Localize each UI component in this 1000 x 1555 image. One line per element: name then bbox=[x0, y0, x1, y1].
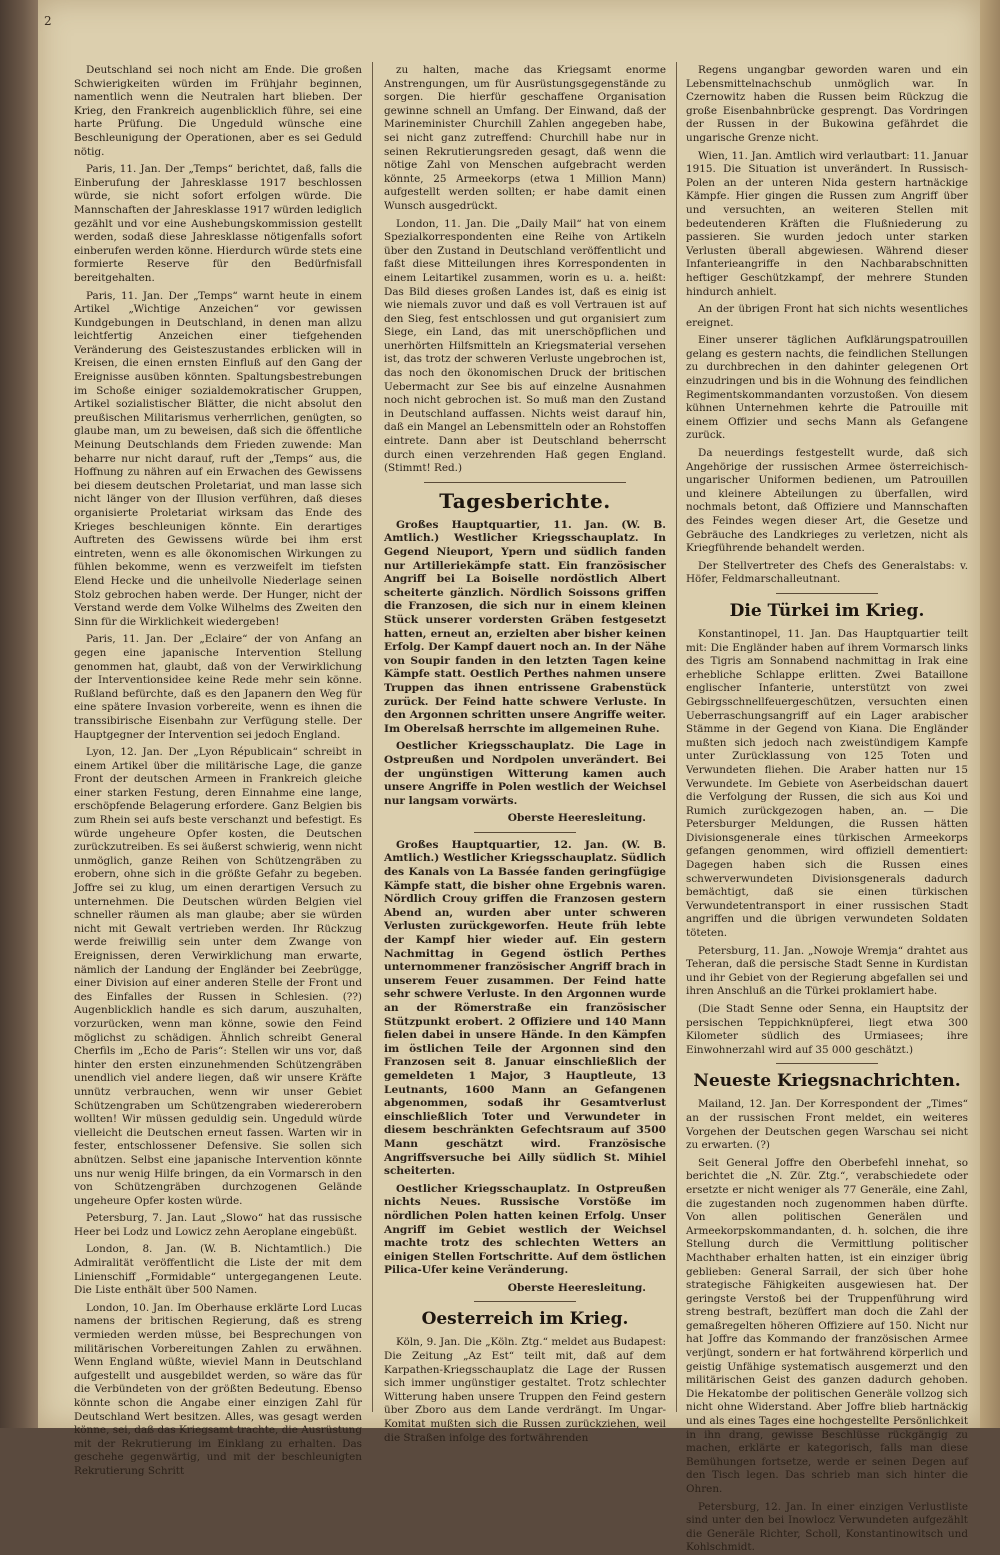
article-paragraph: Petersburg, 7. Jan. Laut „Slowo“ hat das russische Heer bei Lodz und Lowicz zehn Aeroplane eingebüßt. bbox=[74, 1212, 362, 1238]
report-signature: Oberste Heeresleitung. bbox=[507, 1281, 646, 1294]
section-rule bbox=[474, 1301, 576, 1302]
page-number: 2 bbox=[44, 14, 52, 28]
column-2 bbox=[384, 64, 666, 1444]
article-paragraph: Deutschland sei noch nicht am Ende. Die großen Schwierigkeiten würden im Frühjahr beginnen, namentlich wenn die Neutralen hart blieben. Der Krieg, den Frankreich augenblicklich führe, sei eine harte Prüfung. Die Ungeduld wünsche eine Beschleunigung der Operationen, aber es sei Geduld nötig. bbox=[74, 64, 362, 158]
article-paragraph: Köln, 9. Jan. Die „Köln. Ztg.“ meldet aus Budapest: Die Zeitung „Az Est“ teilt mit, daß auf dem Karpathen-Kriegsschauplatz die Lage der Russen sich immer ungünstiger gestaltet. Trotz schlechter Witterung haben unsere Truppen den Feind gestern über Zboro aus dem Lande verdrängt. Im Ungar-Komitat mußten sich die Russen zurückziehen, weil die Straßen infolge des fortwährenden bbox=[384, 1336, 666, 1444]
article-paragraph: (Die Stadt Senne oder Senna, ein Hauptsitz der persischen Teppichknüpferei, liegt etwa 300 Kilometer südlich des Urmiasees; ihre Einwohnerzahl wird auf 35 000 geschätzt.) bbox=[686, 1003, 968, 1056]
column-divider bbox=[372, 62, 373, 1412]
section-heading-oesterreich: Oesterreich im Krieg. bbox=[421, 1309, 629, 1330]
article-paragraph: Einer unserer täglichen Aufklärungspatrouillen gelang es gestern nachts, die feindlichen Stellungen zu durchbrechen in den dahinter gelegenen Ort einzudringen und bis in die Wohnung des feindlichen Regimentskommandanten vorzustoßen. Von diesem kühnen Unternehmen kehrte die Patrouille mit einem Offizier und sechs Mann als Gefangene zurück. bbox=[686, 334, 968, 442]
article-paragraph: Seit General Joffre den Oberbefehl innehat, so berichtet die „N. Zür. Ztg.“, verabschiedete oder ersetzte er nicht weniger als 77 Generäle, eine Zahl, die zugestanden noch zugenommen haben dürfte. Von allen politischen Generälen und Armeekorpskommandanten, d. h. solchen, die ihre Stellung durch die Vermittlung politischer Machthaber erhalten hatten, ist ein einziger übrig geblieben: General Sarrail, der sich über hohe strategische Fähigkeiten ausgewiesen hat. Der geringste Verstoß bei der Truppenführung wird streng bestraft, bezüffert man doch die Zahl der gemaßregelten höheren Offiziere auf 150. Nicht nur hat Joffre das Kommando der französischen Armee verjüngt, sondern er hat fortwährend körperlich und geistig Unfähige systematisch ausgemerzt und den militärischen Geist des ganzen dadurch gehoben. Die Hekatombe der politischen Generäle vollzog sich nicht ohne Widerstand. Aber Joffre blieb hartnäckig und als eines Tages eine hochgestellte Persönlichkeit in ihn drang, gewisse Beschlüsse rückgängig zu machen, erklärte er kategorisch, falls man diese Bemühungen fortsetze, werde er seinen Degen auf den Tisch legen. Das schrieb man sich hinter die Ohren. bbox=[686, 1156, 968, 1495]
report-paragraph: Großes Hauptquartier, 12. Jan. (W. B. Amtlich.) Westlicher Kriegsschauplatz. Südlich des Kanals von La Bassée fanden geringfügige Kämpfe statt, die bisher ohne Ergebnis waren. Nördlich Crouy griffen die Franzosen gestern Abend an, wurden aber unter schweren Verlusten zurückgeworfen. Heute früh lebte der Kampf hier wieder auf. Ein gestern Nachmittag in Gegend östlich Perthes unternommener französischer Angriff brach in unserem Feuer zusammen. Der Feind hatte sehr schwere Verluste. In den Argonnen wurde an der Römerstraße ein französischer Stützpunkt erobert. 2 Offiziere und 140 Mann fielen dabei in unsere Hände. In den Kämpfen im östlichen Teile der Argonnen sind den Franzosen seit 8. Januar einschließlich der gemeldeten 1 Major, 3 Hauptleute, 13 Leutnants, 1600 Mann an Gefangenen abgenommen, sodaß ihr Gesamtverlust einschließlich Toter und Verwundeter in diesem beschränkten Gefechtsraum auf 3500 Mann geschätzt wird. Französische Angriffsversuche bei Ailly südlich St. Mihiel scheiterten. bbox=[384, 838, 666, 1178]
page-edge bbox=[980, 0, 1000, 1428]
article-paragraph: London, 11. Jan. Die „Daily Mail“ hat von einem Spezialkorrespondenten eine Reihe von Artikeln über den Zustand in Deutschland veröffentlicht und faßt diese Mitteilungen ihres Korrespondenten in einem Leitartikel zusammen, worin es u. a. heißt: Das Bild dieses großen Landes ist, daß es einig ist wie niemals zuvor und daß es voll Vertrauen ist auf den Sieg, fest entschlossen und gut organisiert zum Siege, ein Land, das mit unerschöpflichen und unerhörten Hilfsmitteln an Kriegsmaterial versehen ist, das trotz der schweren Verluste ungebrochen ist, das noch den ökonomischen Druck der britischen Uebermacht zur See bis auf einzelne Ausnahmen noch nicht gebrochen ist. So muß man den Zustand in Deutschland auffassen. Nichts weist darauf hin, daß ein Mangel an Lebensmitteln oder an Rohstoffen eintrete. Dann aber ist Deutschland beherrscht durch einen verzehrenden Haß gegen England. (Stimmt! Red.) bbox=[384, 217, 666, 475]
article-paragraph: Paris, 11. Jan. Der „Temps“ berichtet, daß, falls die Einberufung der Jahresklasse 1917 beschlossen würde, sie nicht sofort erfolgen würde. Die Mannschaften der Jahresklasse 1917 würden lediglich gezählt und vor eine Aushebungskommission gestellt werden, sodaß diese Jahresklasse nötigenfalls sofort einberufen werden könne. Hierdurch würde stets eine formierte Reserve für den Bedürfnisfall bereitgehalten. bbox=[74, 163, 362, 284]
section-rule bbox=[424, 482, 626, 483]
article-paragraph: Petersburg, 12. Jan. In einer einzigen Verlustliste sind unter den bei Inowlocz Verwundeten aufgezählt die Generäle Richter, Scholl, Konstantinowitsch und Kohlschmidt. bbox=[686, 1500, 968, 1554]
report-paragraph: Oestlicher Kriegsschauplatz. In Ostpreußen nichts Neues. Russische Vorstöße im nördlichen Polen hatten keinen Erfolg. Unser Angriff im Gebiet westlich der Weichsel machte trotz des schlechten Wetters an einigen Stellen Fortschritte. Auf dem östlichen Pilica-Ufer keine Veränderung. bbox=[384, 1182, 666, 1277]
column-3 bbox=[686, 64, 968, 1554]
article-paragraph: London, 10. Jan. Im Oberhause erklärte Lord Lucas namens der britischen Regierung, daß es streng vermieden werden müsse, bei Besprechungen von militärischen Vorbereitungen Zahlen zu erwähnen. Wenn England wüßte, wieviel Mann in Deutschland aufgestellt und ausgebildet werden, so wäre das für die Verbündeten von der größten Bedeutung. Ebenso könnte schon die Angabe einer einzigen Zahl für Deutschland Wert besitzen. Alles, was gesagt werden könne, sei, daß das Kriegsamt trachte, die Ausrüstung mit der Rekrutierung im Einklang zu erhalten. Das geschehe gegenwärtig, und mit der beschleunigten Rekrutierung Schritt bbox=[74, 1301, 362, 1477]
report-paragraph: Großes Hauptquartier, 11. Jan. (W. B. Amtlich.) Westlicher Kriegsschauplatz. In Gegend Nieuport, Ypern und südlich fanden nur Artilleriekämpfe statt. Ein französischer Angriff bei La Boiselle nordöstlich Albert scheiterte gänzlich. Nördlich Soissons griffen die Franzosen, die sich nur in einem kleinen Stück unserer vordersten Gräben festgesetzt hatten, erneut an, erzielten aber bisher keinen Erfolg. Der Kampf dauert noch an. In der Nähe von Soupir fanden in den letzten Tagen keine Kämpfe statt. Oestlich Perthes nahmen unsere Truppen das ihnen entrissene Grabenstück zurück. Der Feind hatte schwere Verluste. In den Argonnen schritten unsere Angriffe weiter. Im Oberelsaß herrschte im allgemeinen Ruhe. bbox=[384, 518, 666, 735]
report-block bbox=[384, 839, 666, 1296]
section-rule bbox=[474, 832, 576, 833]
article-paragraph: Regens ungangbar geworden waren und ein Lebensmittelnachschub unmöglich war. In Czernowitz haben die Russen beim Rückzug die große Eisenbahnbrücke gesprengt. Das Vordringen der Russen in der Bukowina gefährdet die ungarische Grenze nicht. bbox=[686, 64, 968, 144]
article-paragraph: Da neuerdings festgestellt wurde, daß sich Angehörige der russischen Armee österreichisch-ungarischer Uniformen bedienen, um Patrouillen und kleinere Abteilungen zu überfallen, wird nochmals betont, daß Offiziere und Mannschaften des Feindes wegen dieser Art, die Gesetze und Gebräuche des Landkrieges zu verletzen, nicht als Kriegführende behandelt werden. bbox=[686, 447, 968, 555]
article-paragraph: Der Stellvertreter des Chefs des Generalstabs: v. Höfer, Feldmarschalleutnant. bbox=[686, 559, 968, 586]
section-heading-tuerkei: Die Türkei im Krieg. bbox=[729, 600, 925, 621]
book-binding bbox=[0, 0, 38, 1428]
report-block bbox=[384, 519, 666, 826]
article-paragraph: Paris, 11. Jan. Der „Temps“ warnt heute in einem Artikel „Wichtige Anzeichen“ vor gewissen Kundgebungen in Deutschland, in denen man allzu leichtfertig Anzeichen einer tiefgehenden Veränderung des Geisteszustandes erblicken will in Kreisen, die einen ernsten Einfluß auf den Gang der Ereignisse ausüben könnten. Spaltungsbestrebungen im Schoße einiger sozialdemokratischer Gruppen, Artikel sozialistischer Blätter, die nicht absolut den preußischen Militarismus verherrlichen, genügten, so glaube man, um zu beweisen, daß sich die öffentliche Meinung Deutschlands dem Frieden zuwende: Man beharre nur nicht darauf, ruft der „Temps“ aus, die Hoffnung zu nähren auf ein Erwachen des Gewissens bei diesem deutschen Proletariat, und man lasse sich nicht länger von der Illusion verführen, daß dieses organisierte Proletariat wirksam das Ende des Krieges beschleunigen könnte. Ein derartiges Auftreten des Gewissens würde bei ihm erst eintreten, wenn es alle ökonomischen Wirkungen zu fühlen bekomme, wenn es verzweifelt im tiefsten Elend Hecke und die unheilvolle Niederlage seinen Stolz gebrochen haben werde. Der Hunger, nicht der Verstand werde dem Volke Wilhelms des Zweiten den Sinn für die Wirklichkeit wiedergeben! bbox=[74, 289, 362, 628]
article-paragraph: Konstantinopel, 11. Jan. Das Hauptquartier teilt mit: Die Engländer haben auf ihrem Vormarsch links des Tigris am Sonnabend nachmittag in Irak eine erhebliche Schlappe erlitten. Zwei Bataillone englischer Infanterie, unterstützt von zwei Gebirgsschnellfeuergeschützen, versuchten einen Ueberraschungsangriff auf ein Lager arabischer Stämme in der Gegend von Kiana. Die Engländer mußten sich jedoch nach zweistündigem Kampfe unter Zurücklassung von 125 Toten und Verwundeten fliehen. Die Araber hatten nur 15 Verwundete. Im Gebiete von Aserbeidschan dauert die Verfolgung der Russen, die sich aus Koi und Rumich zurückgezogen haben, an. — Die Petersburger Meldungen, die Russen hätten Divisionsgenerale eines türkischen Armeekorps gefangen genommen, wird offiziell dementiert: Dagegen haben sich die Russen eines schwerverwundeten Divisionsgenerals dadurch bemächtigt, daß sie einen türkischen Verwundetentransport in einer russischen Stadt angriffen und die übrigen verwundeten Soldaten töteten. bbox=[686, 627, 968, 940]
article-paragraph: Lyon, 12. Jan. Der „Lyon Républicain“ schreibt in einem Artikel über die militärische Lage, die ganze Front der deutschen Armeen in Frankreich gleiche einer starken Festung, deren Einnahme eine lange, erschöpfende Belagerung erfordere. Ganz Belgien bis zum Rhein sei aufs beste verschanzt und befestigt. Es würde ungeheure Opfer kosten, die Deutschen zurückzutreiben. Es sei äußerst schwierig, wenn nicht unmöglich, ganze Reihen von Schützengräben zu erobern, ohne sich in die größte Gefahr zu begeben. Joffre sei zu klug, um einen derartigen Versuch zu unternehmen. Die Deutschen würden Belgien viel schneller räumen als man glaube; aber sie würden nicht mit Gewalt vertrieben werden. Ihr Rückzug werde freiwillig sein unter dem Zwange von Ereignissen, deren Verwirklichung man erwarte, nämlich der Landung der Engländer bei Zeebrügge, einer Division auf einer anderen Stelle der Front und des Einfalles der Russen in Schlesien. (??) Augenblicklich handle es sich darum, auszuhalten, vorzurücken, wenn man könne, sowie den Feind möglichst zu schädigen. Ähnlich schreibt General Cherfils im „Echo de Paris“: Stellen wir uns vor, daß hinter den ersten einzunehmenden Schützengräben unendlich viel andere liegen, daß wir unsere Kräfte unnütz verbrauchen, wenn wir unser Gebiet Schützengraben um Schützengraben wiedererobern wollten! Wir müssen geduldig sein. Ungeduld würde vielleicht die Deutschen erneut fassen. Warten wir in fester, entschlossener Defensive. Sie sollen sich abnützen. Selbst eine japanische Intervention könnte uns nur wenig Hilfe bringen, da ein Vormarsch in den von Schützengräben durchzogenen Gelände ungeheure Opfer kosten würde. bbox=[74, 746, 362, 1207]
report-paragraph: Oestlicher Kriegsschauplatz. Die Lage in Ostpreußen und Nordpolen unverändert. Bei der ungünstigen Witterung kamen auch unsere Angriffe in Polen westlich der Weichsel nur langsam vorwärts. bbox=[384, 740, 666, 807]
article-paragraph: Petersburg, 11. Jan. „Nowoje Wremja“ drahtet aus Teheran, daß die persische Stadt Senne in Kurdistan und ihr Gebiet von der Regierung abgefallen sei und ihren Anschluß an die Türkei proklamiert habe. bbox=[686, 944, 968, 998]
article-paragraph: Wien, 11. Jan. Amtlich wird verlautbart: 11. Januar 1915. Die Situation ist unverändert. In Russisch-Polen an der unteren Nida gestern hartnäckige Kämpfe. Hier gingen die Russen zum Angriff über und versuchten, an weiteren Stellen mit bedeutenderen Kräften die Flußniederung zu passieren. Sie wurden jedoch unter starken Verlusten überall abgewiesen. Während dieser Infanterieangriffe in den Nachbarabschnitten heftiger Geschützkampf, der mehrere Stunden hindurch anhielt. bbox=[686, 149, 968, 298]
report-signature: Oberste Heeresleitung. bbox=[507, 812, 646, 825]
section-heading-tagesberichte: Tagesberichte. bbox=[439, 488, 611, 513]
section-heading-neueste: Neueste Kriegsnachrichten. bbox=[693, 1071, 961, 1092]
article-paragraph: An der übrigen Front hat sich nichts wesentliches ereignet. bbox=[686, 303, 968, 329]
column-divider bbox=[676, 62, 677, 1412]
section-rule bbox=[776, 593, 878, 594]
article-paragraph: zu halten, mache das Kriegsamt enorme Anstrengungen, um für Ausrüstungsgegenstände zu sorgen. Die hierfür geschaffene Organisation gewinne schnell an Umfang. Der Einwand, daß der Marineminister Churchill Zahlen angegeben habe, sei nicht ganz zutreffend: Churchill habe nur in seinen Rekrutierungsreden gesagt, daß wenn die nötige Zahl von Menschen aufgebracht werden könnte, 25 Armeekorps (etwa 1 Million Mann) aufgestellt werden sollten; er habe damit einen Wunsch ausgedrückt. bbox=[384, 64, 666, 212]
article-paragraph: Mailand, 12. Jan. Der Korrespondent der „Times“ an der russischen Front meldet, ein weiteres Vorgehen der Deutschen gegen Warschau sei nicht zu erwarten. (?) bbox=[686, 1098, 968, 1152]
column-1 bbox=[74, 64, 362, 1477]
article-paragraph: London, 8. Jan. (W. B. Nichtamtlich.) Die Admiralität veröffentlicht die Liste der mit dem Linienschiff „Formidable“ untergegangenen Leute. Die Liste enthält über 500 Namen. bbox=[74, 1243, 362, 1297]
section-rule bbox=[776, 1063, 878, 1064]
article-paragraph: Paris, 11. Jan. Der „Eclaire“ der von Anfang an gegen eine japanische Intervention Stellung genommen hat, glaubt, daß von der Verwirklichung der Interventionsidee keine Rede mehr sein könne. Rußland befürchte, daß es den Japanern den Weg für eine spätere Invasion vorbereite, wenn es ihnen die transsibirische Eisenbahn zur Verfügung stelle. Der Hauptgegner der Intervention sei jedoch England. bbox=[74, 633, 362, 741]
